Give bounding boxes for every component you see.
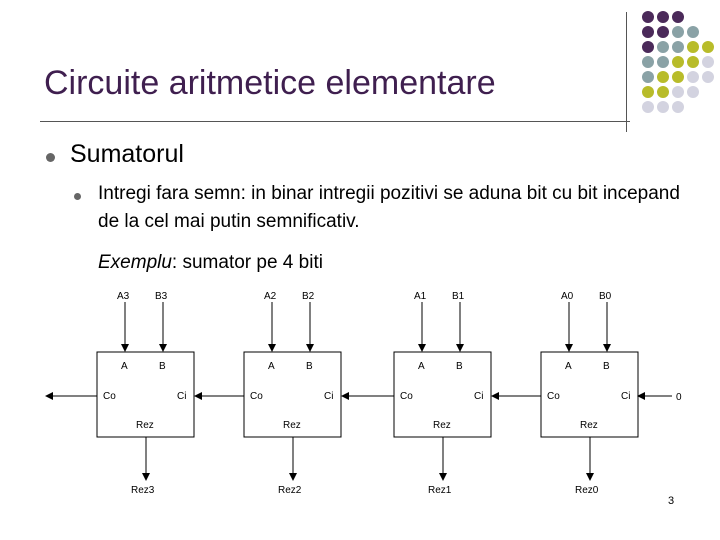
four-bit-adder-diagram [0,280,720,510]
port-a-label: A [121,361,128,372]
port-a-label: A [268,361,275,372]
rez-port-label: Rez [283,420,301,431]
result-label: Rez0 [575,485,599,496]
input-b-label: B2 [302,291,315,302]
decorative-dot-grid [636,10,720,120]
example-text: : sumator pe 4 biti [171,252,323,273]
input-a-label: A2 [264,291,277,302]
carry-in-port-label: Ci [177,391,187,402]
carry-in-label: 0 [676,392,682,403]
result-label: Rez3 [131,485,155,496]
port-a-label: A [418,361,425,372]
carry-out-label: Co [103,391,116,402]
result-label: Rez1 [428,485,452,496]
full-adder-block [492,291,638,496]
input-b-label: B1 [452,291,465,302]
result-label: Rez2 [278,485,302,496]
carry-out-label: Co [250,391,263,402]
input-a-label: A0 [561,291,574,302]
input-b-label: B3 [155,291,168,302]
input-a-label: A3 [117,291,130,302]
carry-in-port-label: Ci [474,391,484,402]
full-adder-block [195,291,341,496]
rez-port-label: Rez [433,420,451,431]
port-b-label: B [603,361,610,372]
input-a-label: A1 [414,291,427,302]
bullet-dot [46,153,55,162]
port-b-label: B [159,361,166,372]
sub-bullet-dot [74,193,81,200]
rez-port-label: Rez [580,420,598,431]
port-a-label: A [565,361,572,372]
title-horizontal-rule [40,121,630,122]
page-number: 3 [668,495,675,507]
port-b-label: B [306,361,313,372]
carry-out-label: Co [400,391,413,402]
example-label: Exemplu [98,252,172,273]
carry-in-port-label: Ci [324,391,334,402]
carry-out-label: Co [547,391,560,402]
full-adder-block [46,291,194,496]
carry-in-port-label: Ci [621,391,631,402]
example-line [98,252,323,274]
sub-bullet-text: Intregi fara semn: in binar intregii pozitivi se aduna bit cu bit incepand de la cel mai putin semnificativ. [98,183,680,232]
full-adder-block [342,291,491,496]
input-b-label: B0 [599,291,612,302]
rez-port-label: Rez [136,420,154,431]
port-b-label: B [456,361,463,372]
title-vertical-rule [626,12,627,132]
bullet-heading: Sumatorul [70,140,184,168]
slide-title: Circuite aritmetice elementare [44,64,496,102]
